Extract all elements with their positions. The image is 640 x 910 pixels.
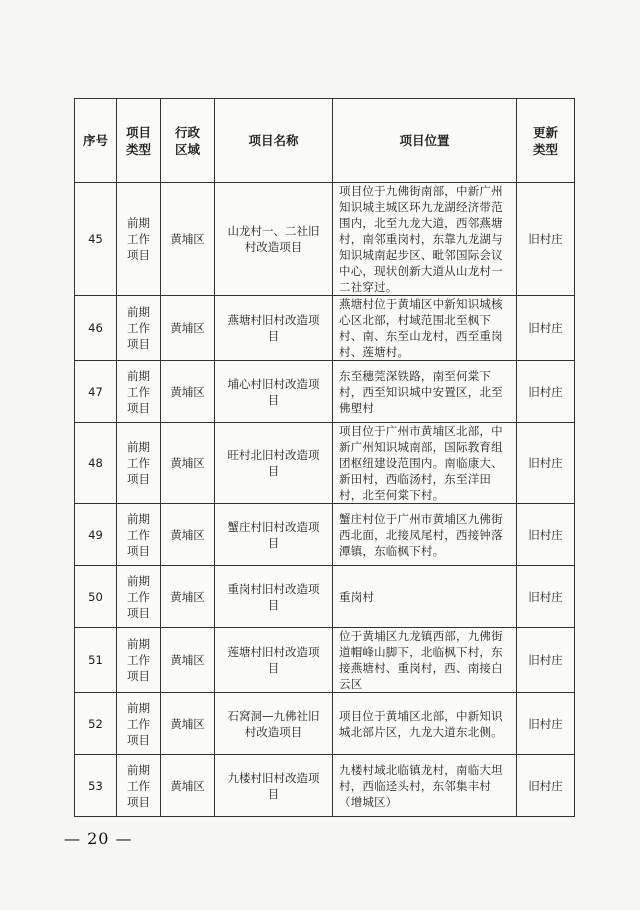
cell-renewal-type: 旧村庄 bbox=[517, 183, 575, 296]
cell-project-type: 前期工作项目 bbox=[117, 755, 161, 817]
table-row bbox=[75, 504, 575, 566]
table-row bbox=[75, 693, 575, 755]
header-renewal-type: 更新类型 bbox=[517, 99, 575, 183]
cell-project-name: 重岗村旧村改造项目 bbox=[215, 566, 333, 628]
cell-district: 黄埔区 bbox=[161, 755, 215, 817]
cell-district: 黄埔区 bbox=[161, 361, 215, 423]
cell-index: 46 bbox=[75, 296, 117, 361]
cell-project-type: 前期工作项目 bbox=[117, 423, 161, 504]
cell-renewal-type: 旧村庄 bbox=[517, 296, 575, 361]
table-header-row bbox=[75, 99, 575, 183]
cell-renewal-type: 旧村庄 bbox=[517, 566, 575, 628]
cell-renewal-type: 旧村庄 bbox=[517, 755, 575, 817]
cell-project-type: 前期工作项目 bbox=[117, 296, 161, 361]
cell-project-type: 前期工作项目 bbox=[117, 504, 161, 566]
header-location: 项目位置 bbox=[333, 99, 517, 183]
cell-location: 位于黄埔区九龙镇西部，九佛街道帽峰山脚下，北临枫下村，东接燕塘村、重岗村，西、南接白云区 bbox=[333, 628, 517, 693]
cell-location: 蟹庄村位于广州市黄埔区九佛街西北面，北接凤尾村，西接钟落潭镇，东临枫下村。 bbox=[333, 504, 517, 566]
cell-district: 黄埔区 bbox=[161, 183, 215, 296]
page-number: — 20 — bbox=[64, 829, 133, 848]
cell-project-name: 燕塘村旧村改造项目 bbox=[215, 296, 333, 361]
cell-renewal-type: 旧村庄 bbox=[517, 693, 575, 755]
cell-location: 燕塘村位于黄埔区中新知识城核心区北部，村域范围北至枫下村、南、东至山龙村，西至重岗村、莲塘村。 bbox=[333, 296, 517, 361]
project-table bbox=[74, 98, 575, 817]
cell-district: 黄埔区 bbox=[161, 693, 215, 755]
header-index: 序号 bbox=[75, 99, 117, 183]
table-row bbox=[75, 566, 575, 628]
cell-project-type: 前期工作项目 bbox=[117, 183, 161, 296]
table-row bbox=[75, 423, 575, 504]
table-row bbox=[75, 183, 575, 296]
cell-renewal-type: 旧村庄 bbox=[517, 628, 575, 693]
header-project-name: 项目名称 bbox=[215, 99, 333, 183]
cell-index: 45 bbox=[75, 183, 117, 296]
cell-index: 52 bbox=[75, 693, 117, 755]
cell-project-name: 九楼村旧村改造项目 bbox=[215, 755, 333, 817]
table-row bbox=[75, 296, 575, 361]
cell-project-type: 前期工作项目 bbox=[117, 693, 161, 755]
header-district: 行政区域 bbox=[161, 99, 215, 183]
cell-district: 黄埔区 bbox=[161, 566, 215, 628]
cell-index: 49 bbox=[75, 504, 117, 566]
cell-location: 九楼村域北临镇龙村，南临大坦村，西临迳头村，东邻集丰村（增城区） bbox=[333, 755, 517, 817]
cell-project-type: 前期工作项目 bbox=[117, 361, 161, 423]
table-row bbox=[75, 628, 575, 693]
cell-location: 东至穗莞深铁路，南至何棠下村，西至知识城中安置区，北至佛塱村 bbox=[333, 361, 517, 423]
table-row bbox=[75, 361, 575, 423]
cell-project-name: 山龙村一、二社旧村改造项目 bbox=[215, 183, 333, 296]
cell-project-type: 前期工作项目 bbox=[117, 566, 161, 628]
cell-project-name: 莲塘村旧村改造项目 bbox=[215, 628, 333, 693]
cell-renewal-type: 旧村庄 bbox=[517, 361, 575, 423]
cell-renewal-type: 旧村庄 bbox=[517, 423, 575, 504]
cell-location: 重岗村 bbox=[333, 566, 517, 628]
cell-index: 48 bbox=[75, 423, 117, 504]
cell-project-name: 埔心村旧村改造项目 bbox=[215, 361, 333, 423]
cell-district: 黄埔区 bbox=[161, 423, 215, 504]
cell-project-name: 石窝洞—九佛社旧村改造项目 bbox=[215, 693, 333, 755]
cell-project-name: 旺村北旧村改造项目 bbox=[215, 423, 333, 504]
cell-project-type: 前期工作项目 bbox=[117, 628, 161, 693]
cell-location: 项目位于广州市黄埔区北部，中新广州知识城南部，国际教育组团枢纽建设范围内。南临康大、新田村，西临汤村，东至洋田村，北至何棠下村。 bbox=[333, 423, 517, 504]
cell-index: 47 bbox=[75, 361, 117, 423]
cell-index: 53 bbox=[75, 755, 117, 817]
cell-district: 黄埔区 bbox=[161, 504, 215, 566]
cell-renewal-type: 旧村庄 bbox=[517, 504, 575, 566]
cell-district: 黄埔区 bbox=[161, 296, 215, 361]
cell-index: 50 bbox=[75, 566, 117, 628]
cell-location: 项目位于九佛街南部，中新广州知识城主城区环九龙湖经济带范围内，北至九龙大道，西邻燕塘村，南邻重岗村，东靠九龙湖与知识城南起步区、毗邻国际会议中心，现状创新大道从山龙村一二社穿过。 bbox=[333, 183, 517, 296]
table-row bbox=[75, 755, 575, 817]
cell-location: 项目位于黄埔区北部，中新知识城北部片区，九龙大道东北侧。 bbox=[333, 693, 517, 755]
cell-index: 51 bbox=[75, 628, 117, 693]
cell-project-name: 蟹庄村旧村改造项目 bbox=[215, 504, 333, 566]
header-project-type: 项目类型 bbox=[117, 99, 161, 183]
cell-district: 黄埔区 bbox=[161, 628, 215, 693]
